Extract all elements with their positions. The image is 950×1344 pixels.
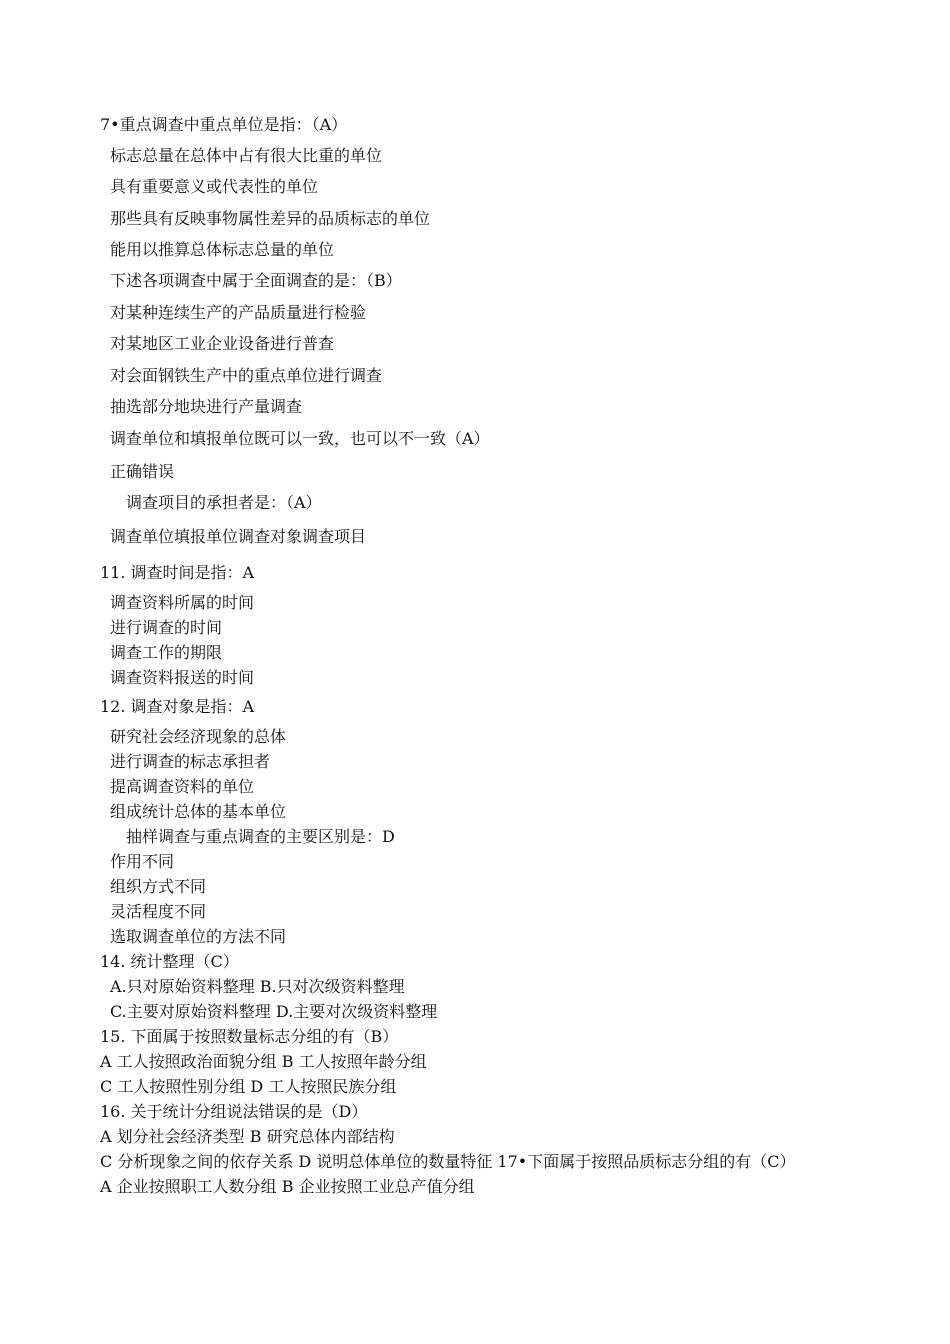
text-line: 提高调查资料的单位	[110, 777, 255, 796]
text-line: 抽选部分地块进行产量调查	[110, 397, 303, 416]
text-line: 那些具有反映事物属性差异的品质标志的单位	[110, 209, 431, 228]
text-line: 正确错误	[110, 462, 175, 481]
text-line: 具有重要意义或代表性的单位	[110, 177, 319, 196]
text-line: 14. 统计整理（C）	[100, 952, 239, 971]
text-line: 组成统计总体的基本单位	[110, 802, 287, 821]
text-line: 调查单位填报单位调查对象调查项目	[110, 527, 367, 546]
text-line: 能用以推算总体标志总量的单位	[110, 240, 335, 259]
text-line: 12. 调查对象是指：A	[100, 697, 255, 716]
text-line: 15. 下面属于按照数量标志分组的有（B）	[100, 1027, 399, 1046]
text-line: 16. 关于统计分组说法错误的是（D）	[100, 1102, 368, 1121]
text-line: 作用不同	[110, 852, 175, 871]
text-line: 调查资料报送的时间	[110, 668, 255, 687]
text-line: 调查资料所属的时间	[110, 593, 255, 612]
text-line: 选取调查单位的方法不同	[110, 927, 287, 946]
text-line: A.只对原始资料整理 B.只对次级资料整理	[110, 977, 405, 996]
text-line: A 划分社会经济类型 B 研究总体内部结构	[100, 1127, 395, 1146]
text-line: A 企业按照职工人数分组 B 企业按照工业总产值分组	[100, 1177, 475, 1196]
text-line: 7•重点调查中重点单位是指：（A）	[100, 115, 348, 134]
text-line: 11. 调查时间是指：A	[100, 563, 255, 582]
text-line: 对会面钢铁生产中的重点单位进行调查	[110, 366, 383, 385]
text-line: 灵活程度不同	[110, 902, 207, 921]
text-line: C 分析现象之间的依存关系 D 说明总体单位的数量特征 17•下面属于按照品质标志分组的有（C）	[100, 1152, 796, 1171]
text-line: 组织方式不同	[110, 877, 207, 896]
text-line: C.主要对原始资料整理 D.主要对次级资料整理	[110, 1002, 438, 1021]
text-line: C 工人按照性别分组 D 工人按照民族分组	[100, 1077, 397, 1096]
text-line: A 工人按照政治面貌分组 B 工人按照年龄分组	[100, 1052, 427, 1071]
text-line: 对某种连续生产的产品质量进行检验	[110, 303, 367, 322]
text-line: 抽样调查与重点调查的主要区别是：D	[126, 827, 395, 846]
text-line: 调查单位和填报单位既可以一致，也可以不一致（A）	[110, 429, 490, 448]
text-line: 进行调查的标志承担者	[110, 752, 271, 771]
text-line: 研究社会经济现象的总体	[110, 727, 287, 746]
text-line: 进行调查的时间	[110, 618, 223, 637]
text-line: 调查项目的承担者是：（A）	[126, 493, 322, 512]
text-line: 调查工作的期限	[110, 643, 223, 662]
text-line: 对某地区工业企业设备进行普查	[110, 334, 335, 353]
text-line: 标志总量在总体中占有很大比重的单位	[110, 146, 383, 165]
text-line: 下述各项调查中属于全面调查的是：（B）	[110, 271, 402, 290]
